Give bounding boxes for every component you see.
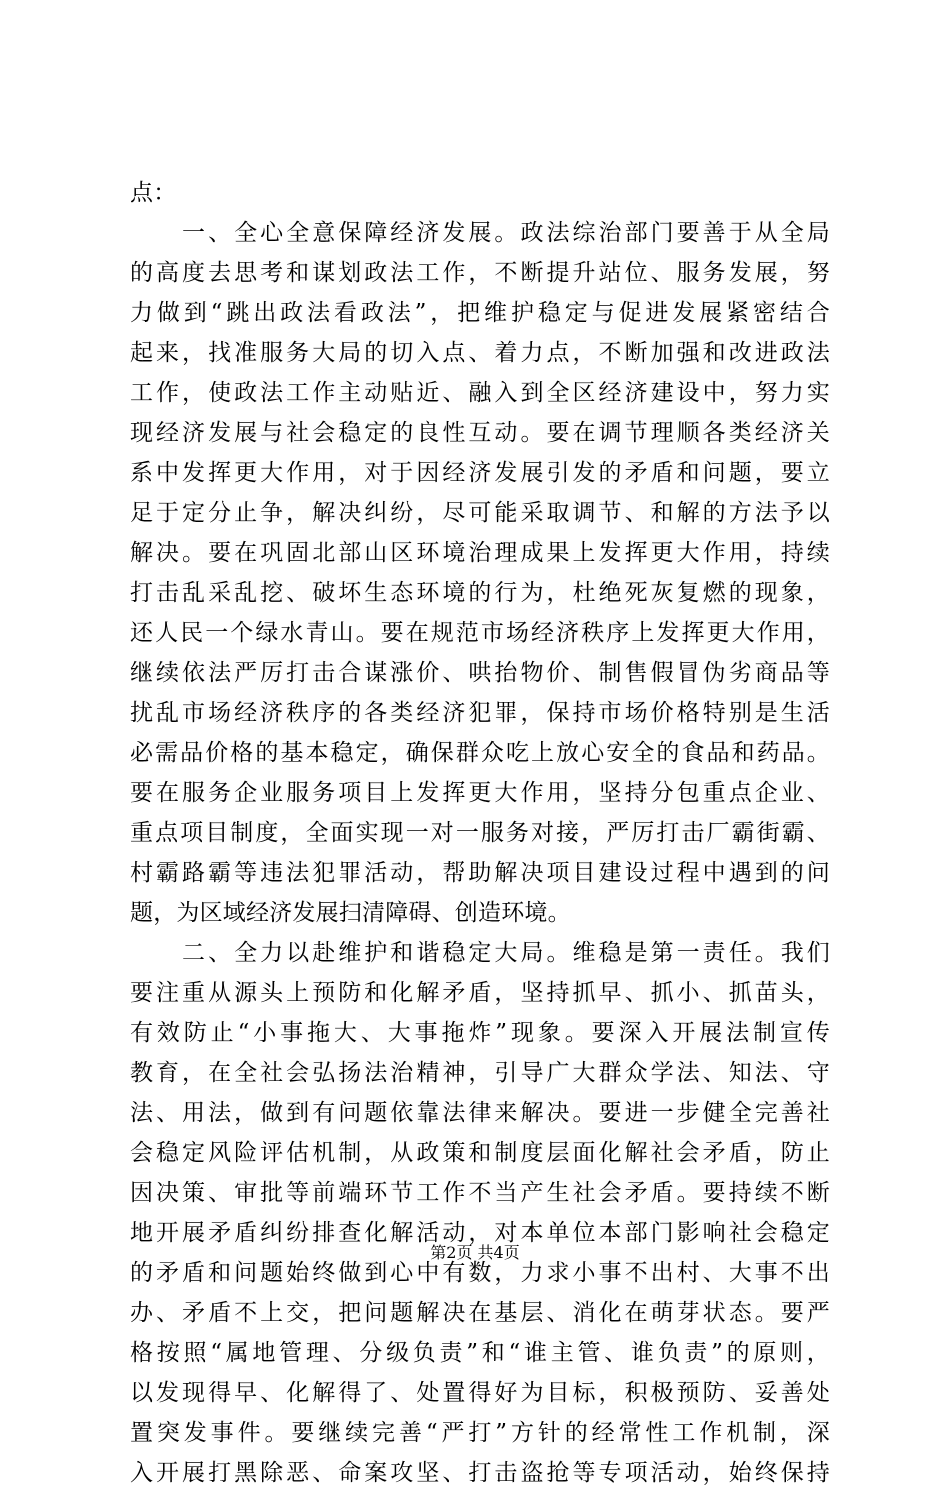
text-line: 的矛盾和问题始终做到心中有数，力求小事不出村、大事不出	[130, 1260, 830, 1286]
text-line: 要在服务企业服务项目上发挥更大作用，坚持分包重点企业、	[130, 780, 830, 806]
text-line: 现经济发展与社会稳定的良性互动。要在调节理顺各类经济关	[130, 420, 830, 446]
text-line: 教育，在全社会弘扬法治精神，引导广大群众学法、知法、守	[130, 1060, 830, 1086]
text-line: 二、全力以赴维护和谐稳定大局。维稳是第一责任。我们	[130, 940, 830, 966]
text-line: 打击乱采乱挖、破坏生态环境的行为，杜绝死灰复燃的现象，	[130, 580, 830, 606]
text-line: 起来，找准服务大局的切入点、着力点，不断加强和改进政法	[130, 340, 830, 366]
text-line: 格按照“属地管理、分级负责”和“谁主管、谁负责”的原则，	[130, 1340, 830, 1366]
text-line: 置突发事件。要继续完善“严打”方针的经常性工作机制，深	[130, 1420, 830, 1446]
text-line: 解决。要在巩固北部山区环境治理成果上发挥更大作用，持续	[130, 540, 830, 566]
text-line: 扰乱市场经济秩序的各类经济犯罪，保持市场价格特别是生活	[130, 700, 830, 726]
text-line: 要注重从源头上预防和化解矛盾，坚持抓早、抓小、抓苗头，	[130, 980, 830, 1006]
text-line: 因决策、审批等前端环节工作不当产生社会矛盾。要持续不断	[130, 1180, 830, 1206]
text-line: 地开展矛盾纠纷排查化解活动，对本单位本部门影响社会稳定	[130, 1220, 830, 1246]
page-footer	[0, 1243, 950, 1263]
text-line: 一、全心全意保障经济发展。政法综治部门要善于从全局	[130, 220, 830, 246]
page-number-label: 第2页 共4页	[430, 1243, 520, 1262]
text-line: 力做到“跳出政法看政法”，把维护稳定与促进发展紧密结合	[130, 300, 830, 326]
text-line: 系中发挥更大作用，对于因经济发展引发的矛盾和问题，要立	[130, 460, 830, 486]
text-line: 必需品价格的基本稳定，确保群众吃上放心安全的食品和药品。	[130, 740, 830, 766]
text-line: 继续依法严厉打击合谋涨价、哄抬物价、制售假冒伪劣商品等	[130, 660, 830, 686]
document-body	[130, 173, 830, 1493]
text-line: 办、矛盾不上交，把问题解决在基层、消化在萌芽状态。要严	[130, 1300, 830, 1326]
text-line: 还人民一个绿水青山。要在规范市场经济秩序上发挥更大作用，	[130, 620, 830, 646]
text-line: 的高度去思考和谋划政法工作，不断提升站位、服务发展，努	[130, 260, 830, 286]
text-line: 以发现得早、化解得了、处置得好为目标，积极预防、妥善处	[130, 1380, 830, 1406]
text-line: 足于定分止争，解决纠纷，尽可能采取调节、和解的方法予以	[130, 500, 830, 526]
text-line: 会稳定风险评估机制，从政策和制度层面化解社会矛盾，防止	[130, 1140, 830, 1166]
text-line: 有效防止“小事拖大、大事拖炸”现象。要深入开展法制宣传	[130, 1020, 830, 1046]
text-line: 村霸路霸等违法犯罪活动，帮助解决项目建设过程中遇到的问	[130, 860, 830, 886]
text-line: 点：	[130, 180, 177, 206]
text-line: 法、用法，做到有问题依靠法律来解决。要进一步健全完善社	[130, 1100, 830, 1126]
text-line: 工作，使政法工作主动贴近、融入到全区经济建设中，努力实	[130, 380, 830, 406]
text-line: 入开展打黑除恶、命案攻坚、打击盗抢等专项活动，始终保持	[130, 1460, 830, 1486]
text-line: 题，为区域经济发展扫清障碍、创造环境。	[130, 900, 571, 926]
text-line: 重点项目制度，全面实现一对一服务对接，严厉打击厂霸街霸、	[130, 820, 830, 846]
